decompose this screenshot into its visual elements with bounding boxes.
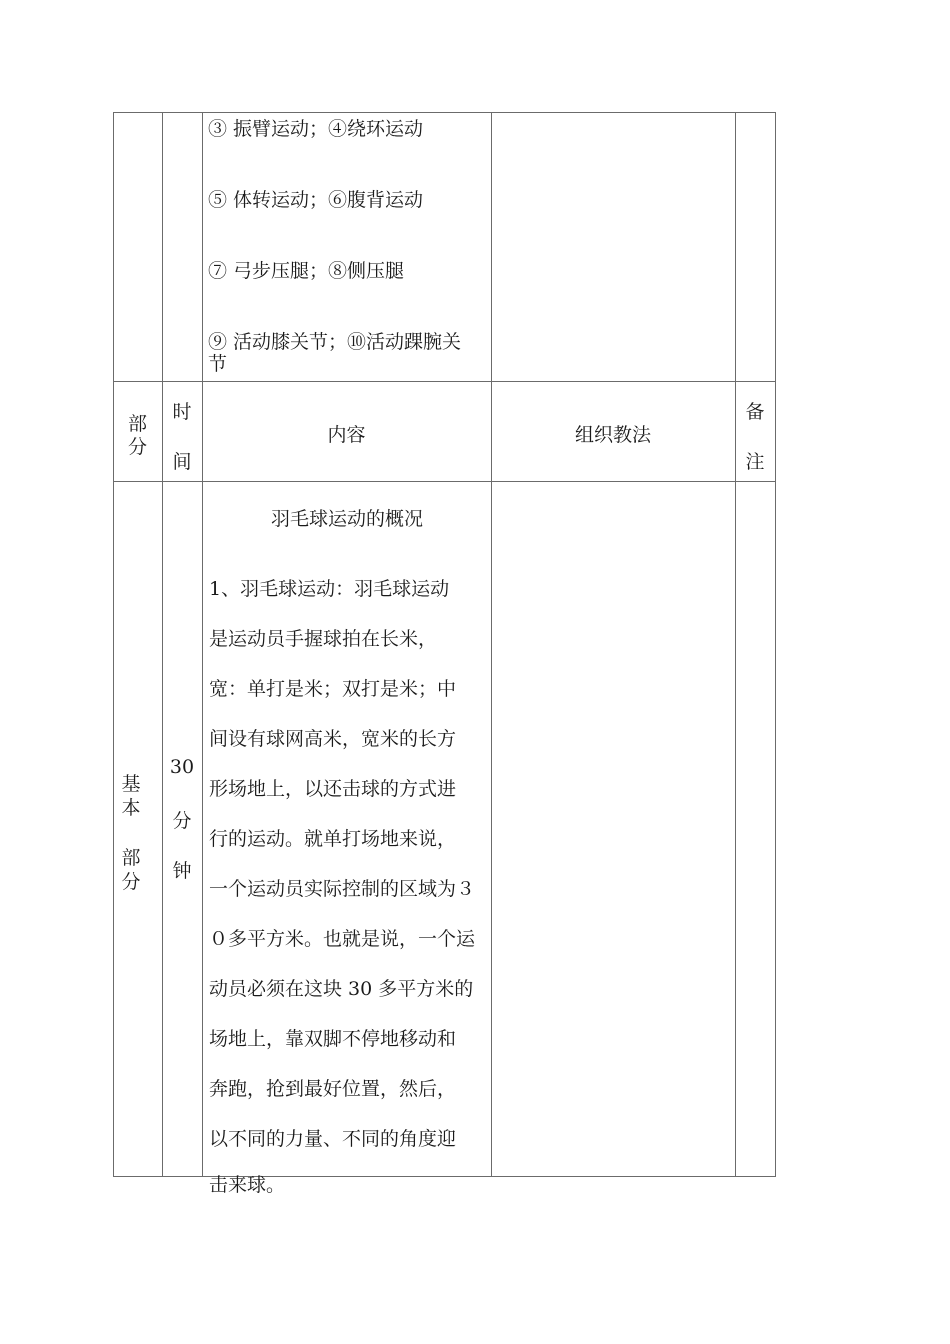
basic-part-char: 分 bbox=[121, 871, 141, 893]
header-time-char: 间 bbox=[172, 451, 192, 473]
header-part-char: 部 bbox=[127, 413, 147, 435]
header-content: 内容 bbox=[327, 424, 366, 446]
header-part bbox=[113, 381, 162, 481]
content-line: 击来球。 bbox=[209, 1174, 286, 1196]
header-note-char: 备 bbox=[745, 401, 765, 423]
col-divider-method-note bbox=[735, 112, 736, 1177]
row-divider-header-top bbox=[113, 381, 776, 382]
header-time-char: 时 bbox=[172, 401, 192, 423]
content-line: ③ 振臂运动；④绕环运动 bbox=[208, 118, 424, 140]
content-line: 形场地上，以还击球的方式进 bbox=[209, 778, 457, 800]
basic-part-char: 部 bbox=[121, 847, 141, 869]
content-line: 1、羽毛球运动：羽毛球运动 bbox=[209, 578, 450, 600]
content-title: 羽毛球运动的概况 bbox=[270, 508, 423, 530]
content-line: 以不同的力量、不同的角度迎 bbox=[209, 1128, 457, 1150]
content-line: ⑨ 活动膝关节；⑩活动踝腕关 bbox=[208, 331, 462, 353]
basic-part-char: 本 bbox=[121, 797, 141, 819]
basic-time-char: 钟 bbox=[172, 860, 192, 882]
content-line: 动员必须在这块 30 多平方米的 bbox=[209, 978, 474, 1000]
col-divider-part-time bbox=[162, 112, 163, 1177]
content-line: 一个运动员实际控制的区域为３ bbox=[209, 878, 476, 900]
content-line: 节 bbox=[208, 353, 228, 375]
content-line: 场地上，靠双脚不停地移动和 bbox=[209, 1028, 457, 1050]
content-line: 奔跑，抢到最好位置，然后， bbox=[209, 1078, 457, 1100]
content-line: 间设有球网高米，宽米的长方 bbox=[209, 728, 457, 750]
content-line: ０多平方米。也就是说，一个运 bbox=[209, 928, 476, 950]
content-line: ⑦ 弓步压腿；⑧侧压腿 bbox=[208, 260, 405, 282]
table-right-border bbox=[775, 112, 776, 1177]
content-line: 宽：单打是米；双打是米；中 bbox=[209, 678, 457, 700]
header-note bbox=[735, 381, 775, 481]
basic-part-char: 基 bbox=[121, 773, 141, 795]
header-part-char: 分 bbox=[127, 436, 147, 458]
basic-time-char: 分 bbox=[172, 810, 192, 832]
header-note-char: 注 bbox=[745, 451, 765, 473]
col-divider-content-method bbox=[491, 112, 492, 1177]
header-time bbox=[162, 381, 202, 481]
content-line: ⑤ 体转运动；⑥腹背运动 bbox=[208, 189, 424, 211]
content-line: 行的运动。就单打场地来说， bbox=[209, 828, 457, 850]
basic-time-value: 30 bbox=[169, 756, 195, 778]
table-top-border bbox=[113, 112, 776, 113]
table-left-border bbox=[113, 112, 114, 1177]
basic-content-cell bbox=[203, 482, 491, 1196]
header-method: 组织教法 bbox=[574, 424, 651, 446]
content-line: 是运动员手握球拍在长米， bbox=[209, 628, 438, 650]
